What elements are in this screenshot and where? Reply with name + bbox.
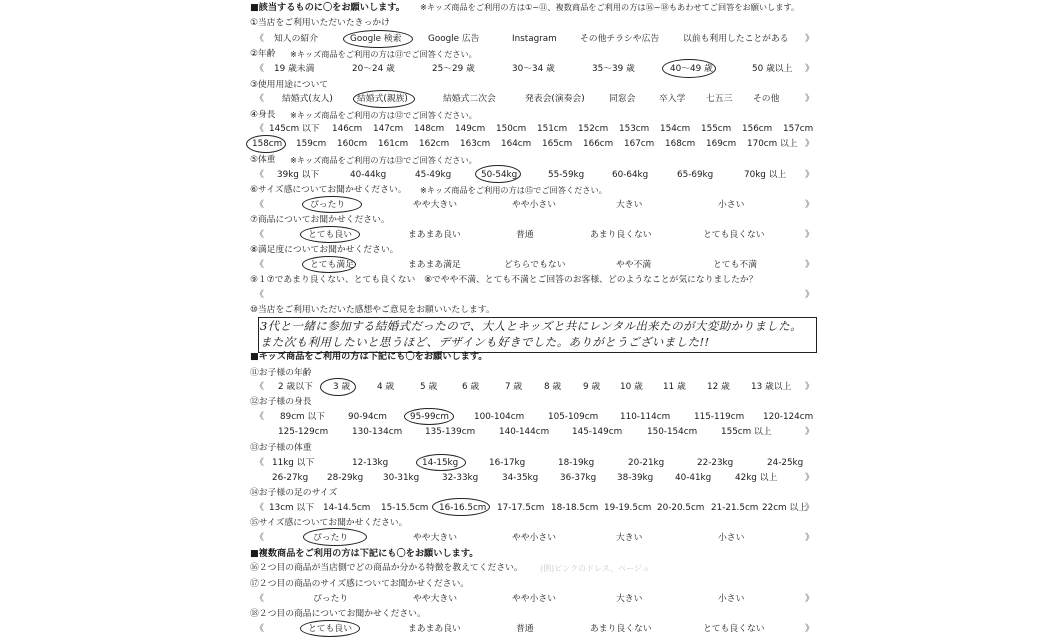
bracket-close: 》 [805, 170, 815, 180]
option[interactable]: 小さい [718, 533, 745, 543]
option[interactable]: まあまあ良い [408, 624, 461, 634]
option[interactable]: 20-20.5cm [657, 503, 705, 513]
option[interactable]: とても不満 [713, 260, 757, 270]
option[interactable]: 28-29kg [327, 473, 364, 483]
faint-example-text: (例)ピンクのドレス、ベージュ [540, 564, 650, 573]
option[interactable]: 157cm [783, 124, 814, 134]
bracket-close: 》 [805, 427, 815, 437]
option[interactable]: 18-19kg [558, 458, 595, 468]
option[interactable]: 168cm [665, 139, 696, 149]
option[interactable]: 5 歳 [420, 382, 438, 392]
option[interactable]: 13 歳以上 [751, 382, 792, 392]
option[interactable]: 大きい [616, 200, 643, 210]
option[interactable]: 159cm [296, 139, 327, 149]
option[interactable]: 50 歳以上 [752, 64, 793, 74]
option[interactable]: やや小さい [512, 594, 556, 604]
option[interactable]: やや小さい [512, 533, 556, 543]
option[interactable]: 130-134cm [352, 427, 403, 437]
question-note: ※キッズ商品をご利用の方は⑪でご回答ください。 [290, 49, 477, 59]
option[interactable]: 154cm [660, 124, 691, 134]
question-label: ②年齢 [250, 49, 276, 59]
bracket-close: 》 [805, 533, 815, 543]
answer-circle [432, 498, 490, 516]
option[interactable]: 161cm [378, 139, 409, 149]
question-label: ⑱２つ目の商品についてお聞かせください。 [250, 609, 426, 619]
option[interactable]: 14-14.5cm [323, 503, 371, 513]
option[interactable]: あまり良くない [590, 624, 652, 634]
bracket-open: 《 [255, 458, 265, 468]
answer-circle [300, 620, 360, 637]
option[interactable]: やや不満 [616, 260, 652, 270]
option[interactable]: 17-17.5cm [497, 503, 545, 513]
option[interactable]: どちらでもない [504, 260, 566, 270]
option[interactable]: 90-94cm [348, 412, 387, 422]
answer-circle [404, 408, 454, 425]
answer-circle [353, 90, 415, 108]
option[interactable]: 89cm 以下 [280, 412, 325, 422]
question-label: ⑧満足度についてお聞かせください。 [250, 245, 399, 255]
option[interactable]: 結婚式(友人) [282, 94, 333, 104]
section-title: ■複数商品をご利用の方は下記にも〇をお願いします。 [250, 548, 479, 559]
option[interactable]: 55-59kg [548, 170, 585, 180]
bracket-open: 《 [255, 533, 265, 543]
option[interactable]: 12-13kg [352, 458, 389, 468]
option[interactable]: 40-44kg [350, 170, 387, 180]
option[interactable]: 10 歳 [620, 382, 643, 392]
question-label: ⑥サイズ感についてお聞かせください。 [250, 185, 407, 195]
option[interactable]: 165cm [542, 139, 573, 149]
option[interactable]: 30-31kg [383, 473, 420, 483]
option[interactable]: 163cm [460, 139, 491, 149]
option[interactable]: とても満足 [310, 260, 354, 270]
section-title: ■キッズ商品をご利用の方は下記にも〇をお願いします。 [250, 351, 488, 362]
option[interactable]: 155cm 以上 [721, 427, 772, 437]
option[interactable]: 148cm [414, 124, 445, 134]
option[interactable]: 小さい [718, 594, 745, 604]
option[interactable]: その他チラシや広告 [580, 34, 660, 44]
answer-circle [302, 256, 356, 273]
option[interactable]: Google 広告 [428, 34, 480, 44]
option[interactable]: 4 歳 [377, 382, 395, 392]
option[interactable]: 26-27kg [272, 473, 309, 483]
option[interactable]: 158cm [252, 139, 283, 149]
option[interactable]: 2 歳以下 [278, 382, 313, 392]
answer-circle [246, 135, 286, 153]
option[interactable]: 95-99cm [410, 412, 449, 422]
option[interactable]: 大きい [616, 594, 643, 604]
option[interactable]: 170cm 以上 [747, 139, 798, 149]
bracket-close: 》 [805, 139, 815, 149]
option[interactable]: 16-17kg [489, 458, 526, 468]
option[interactable]: 大きい [616, 533, 643, 543]
option[interactable]: 35～39 歳 [592, 64, 635, 74]
bracket-close: 》 [805, 64, 815, 74]
option[interactable]: 45-49kg [415, 170, 452, 180]
option[interactable]: まあまあ良い [408, 230, 461, 240]
option[interactable]: 153cm [619, 124, 650, 134]
bracket-open: 《 [255, 64, 265, 74]
question-label: ⑰２つ目の商品のサイズ感についてお聞かせください。 [250, 579, 470, 589]
answer-circle [475, 165, 521, 183]
bracket-close: 》 [805, 382, 815, 392]
question-label: ⑪お子様の年齢 [250, 368, 312, 378]
option[interactable]: 11kg 以下 [272, 458, 315, 468]
bracket-open: 《 [255, 290, 265, 300]
question-label: ⑤体重 [250, 155, 276, 165]
option[interactable]: 39kg 以下 [277, 170, 320, 180]
bracket-close: 》 [805, 34, 815, 44]
option[interactable]: やや大きい [413, 200, 457, 210]
handwritten-comment-line: また次も利用したいと思うほど、デザインも好きでした。ありがとうございました!! [260, 335, 710, 349]
bracket-open: 《 [255, 382, 265, 392]
bracket-close: 》 [805, 200, 815, 210]
option[interactable]: Google 検索 [350, 34, 402, 44]
option[interactable]: 40～49 歳 [670, 64, 713, 74]
option[interactable]: 151cm [537, 124, 568, 134]
question-label: ⑦商品についてお聞かせください。 [250, 215, 390, 225]
option[interactable]: 145cm 以下 [269, 124, 320, 134]
option[interactable]: 3 歳 [333, 382, 351, 392]
option[interactable]: 147cm [373, 124, 404, 134]
option[interactable]: まあまあ満足 [408, 260, 461, 270]
option[interactable]: 20-21kg [628, 458, 665, 468]
bracket-open: 《 [255, 230, 265, 240]
bracket-open: 《 [255, 94, 265, 104]
bracket-close: 》 [805, 473, 815, 483]
option[interactable]: やや大きい [413, 533, 457, 543]
option[interactable]: 167cm [624, 139, 655, 149]
option[interactable]: 知人の紹介 [274, 34, 318, 44]
bracket-open: 《 [255, 170, 265, 180]
option[interactable]: 150cm [496, 124, 527, 134]
option[interactable]: 同窓会 [609, 94, 636, 104]
answer-circle [303, 528, 367, 546]
option[interactable]: とても良い [308, 230, 352, 240]
question-label: ④身長 [250, 110, 276, 120]
option[interactable]: 38-39kg [617, 473, 654, 483]
option[interactable]: 小さい [718, 200, 745, 210]
bracket-open: 《 [255, 412, 265, 422]
option[interactable]: 16-16.5cm [439, 503, 487, 513]
answer-circle [302, 196, 362, 213]
option[interactable]: 15-15.5cm [381, 503, 429, 513]
option[interactable]: 普通 [516, 230, 534, 240]
option[interactable]: 22cm 以上 [762, 503, 807, 513]
option[interactable]: 70kg 以上 [744, 170, 787, 180]
survey-note: ※キッズ商品をご利用の方は①~⑪、複数商品をご利用の方は⑯~⑱もあわせてご回答をお願いします。 [420, 2, 800, 12]
option[interactable]: 11 歳 [663, 382, 686, 392]
option[interactable]: 160cm [337, 139, 368, 149]
option[interactable]: 24-25kg [767, 458, 804, 468]
option[interactable]: 19-19.5cm [604, 503, 652, 513]
option[interactable]: 125-129cm [278, 427, 329, 437]
option[interactable]: Instagram [512, 34, 557, 44]
question-label: ⑫お子様の身長 [250, 397, 312, 407]
bracket-close: 》 [805, 594, 815, 604]
bracket-close: 》 [805, 94, 815, 104]
option[interactable]: 65-69kg [677, 170, 714, 180]
option[interactable]: 卒入学 [659, 94, 686, 104]
question-label: ⑬お子様の体重 [250, 443, 312, 453]
option[interactable]: 発表会(演奏会) [525, 94, 585, 104]
option[interactable]: 14-15kg [422, 458, 459, 468]
question-label: ⑯２つ目の商品が当店側でどの商品か分かる特徴を教えてください。 [250, 563, 523, 573]
question-label: ⑮サイズ感についてお聞かせください。 [250, 518, 408, 528]
answer-circle [300, 226, 360, 243]
answer-circle [343, 30, 413, 48]
option[interactable]: 156cm [742, 124, 773, 134]
option[interactable]: 30～34 歳 [512, 64, 555, 74]
option[interactable]: ぴったり [313, 594, 349, 604]
question-label: ⑩当店をご利用いただいた感想やご意見をお願いいたします。 [250, 305, 495, 315]
option[interactable]: 42kg 以上 [735, 473, 778, 483]
option[interactable]: 146cm [332, 124, 363, 134]
option[interactable]: 105-109cm [548, 412, 599, 422]
option[interactable]: 13cm 以下 [269, 503, 314, 513]
option[interactable]: 60-64kg [612, 170, 649, 180]
option[interactable]: ぴったり [313, 533, 349, 543]
option[interactable]: 50-54kg [481, 170, 518, 180]
bracket-open: 《 [255, 260, 265, 270]
option[interactable]: 21-21.5cm [711, 503, 759, 513]
bracket-open: 《 [255, 594, 265, 604]
answer-circle [416, 454, 466, 471]
option[interactable]: 25～29 歳 [432, 64, 475, 74]
option[interactable]: 結婚式二次会 [443, 94, 496, 104]
handwritten-comment-line: 3代と一緒に参加する結婚式だったので、大人とキッズと共にレンタル出来たのが大変助かりました。 [260, 319, 803, 333]
option[interactable]: とても良くない [703, 624, 765, 634]
bracket-open: 《 [255, 624, 265, 634]
bracket-open: 《 [255, 200, 265, 210]
option[interactable]: 以前も利用したことがある [683, 34, 789, 44]
option[interactable]: 20～24 歳 [352, 64, 395, 74]
question-note: ※キッズ商品をご利用の方は⑬でご回答ください。 [290, 155, 477, 165]
question-note: ※キッズ商品をご利用の方は⑮でご回答ください。 [420, 185, 607, 195]
bracket-open: 《 [255, 124, 265, 134]
answer-circle [662, 59, 716, 78]
bracket-open: 《 [255, 34, 265, 44]
option[interactable]: 100-104cm [474, 412, 525, 422]
option[interactable]: 7 歳 [505, 382, 523, 392]
option[interactable]: 162cm [419, 139, 450, 149]
question-note: ※キッズ商品をご利用の方は⑫でご回答ください。 [290, 110, 477, 120]
option[interactable]: 169cm [706, 139, 737, 149]
bracket-close: 》 [805, 230, 815, 240]
option[interactable]: 135-139cm [425, 427, 476, 437]
survey-title: ■該当するものに〇をお願いします。 [250, 2, 405, 13]
option[interactable]: 166cm [583, 139, 614, 149]
option[interactable]: 6 歳 [462, 382, 480, 392]
option[interactable]: とても良い [308, 624, 352, 634]
option[interactable]: その他 [753, 94, 780, 104]
bracket-close: 》 [805, 260, 815, 270]
option[interactable]: 164cm [501, 139, 532, 149]
option[interactable]: 19 歳未満 [274, 64, 315, 74]
question-label: ①当店をご利用いただいたきっかけ [250, 18, 390, 28]
bracket-close: 》 [805, 290, 815, 300]
option[interactable]: 32-33kg [442, 473, 479, 483]
option[interactable]: 22-23kg [697, 458, 734, 468]
option[interactable]: 115-119cm [694, 412, 745, 422]
option[interactable]: 18-18.5cm [551, 503, 599, 513]
option[interactable]: 149cm [455, 124, 486, 134]
option[interactable]: 152cm [578, 124, 609, 134]
option[interactable]: 120-124cm [763, 412, 814, 422]
option[interactable]: やや小さい [512, 200, 556, 210]
bracket-close: 》 [805, 503, 815, 513]
question-label: ⑭お子様の足のサイズ [250, 488, 338, 498]
option[interactable]: あまり良くない [590, 230, 652, 240]
option[interactable]: 155cm [701, 124, 732, 134]
option[interactable]: 9 歳 [583, 382, 601, 392]
question-label: ⑨１⑦であまり良くない、とても良くない ⑧でやや不満、とても不満とご回答のお客様、どのようなことが気になりましたか？ [250, 275, 758, 285]
bracket-open: 《 [255, 503, 265, 513]
option[interactable]: 145-149cm [572, 427, 623, 437]
question-label: ③使用用途について [250, 80, 329, 90]
option[interactable]: 40-41kg [675, 473, 712, 483]
bracket-close: 》 [805, 624, 815, 634]
option[interactable]: 普通 [516, 624, 534, 634]
option[interactable]: 七五三 [706, 94, 733, 104]
option[interactable]: 150-154cm [647, 427, 698, 437]
option[interactable]: 36-37kg [560, 473, 597, 483]
option[interactable]: ぴったり [310, 200, 346, 210]
option[interactable]: 110-114cm [620, 412, 671, 422]
option[interactable]: 140-144cm [499, 427, 550, 437]
option[interactable]: 34-35kg [502, 473, 539, 483]
option[interactable]: 8 歳 [544, 382, 562, 392]
answer-circle [320, 378, 356, 396]
option[interactable]: 12 歳 [707, 382, 730, 392]
option[interactable]: 結婚式(親族) [357, 94, 408, 104]
option[interactable]: とても良くない [703, 230, 765, 240]
option[interactable]: やや大きい [413, 594, 457, 604]
